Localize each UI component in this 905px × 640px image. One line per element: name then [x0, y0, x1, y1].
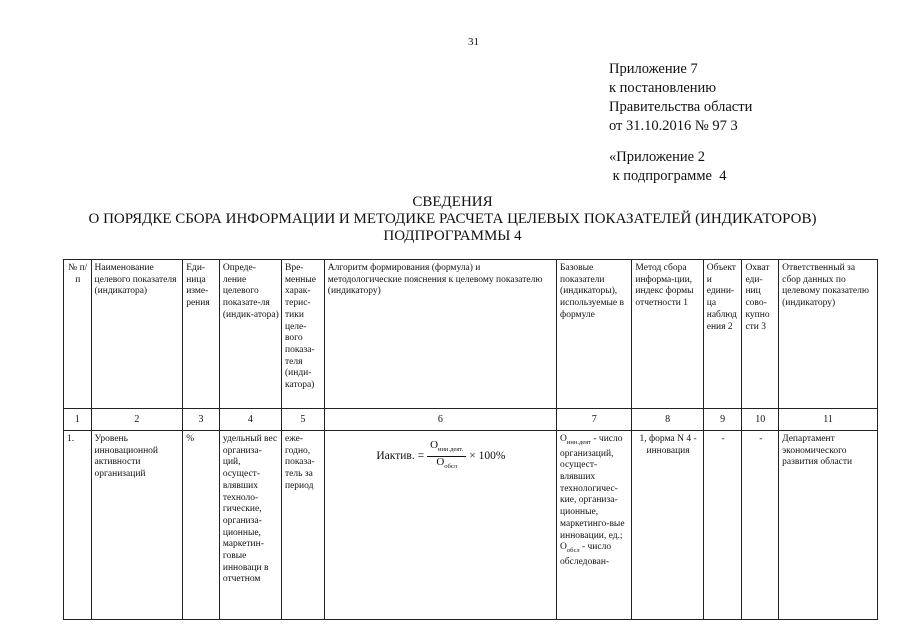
formula-denominator: $О_{обсл}$	[436, 455, 457, 471]
appendix-line: к постановлению	[609, 80, 717, 96]
indicator-table	[63, 259, 878, 620]
number-cell: 10	[742, 409, 779, 431]
method-cell: 1, форма N 4 - инновация	[632, 431, 703, 620]
header-cell: Алгоритм формирования (формула) и методологические пояснения к целевому показателю (индикатору)	[324, 260, 556, 409]
time-characteristics-cell: еже-годно, показа-тель за период	[282, 431, 325, 620]
appendix2-line: «Приложение 2	[609, 149, 705, 165]
formula	[328, 440, 554, 473]
appendix-block	[609, 60, 752, 136]
header-cell: Наименование целевого показателя (индикатора)	[91, 260, 183, 409]
number-cell: 8	[632, 409, 703, 431]
formula-cell	[324, 431, 556, 620]
indicator-name: Уровень инновационной активности организаций	[91, 431, 183, 620]
appendix2-block	[609, 148, 726, 186]
object-cell: -	[703, 431, 742, 620]
page-number: 31	[468, 36, 479, 48]
header-cell: Еди-ница изме-рения	[183, 260, 220, 409]
row-number: 1.	[64, 431, 92, 620]
unit-cell: %	[183, 431, 220, 620]
header-cell: Вре-менные харак-терис-тики целе-вого показа-теля (инди-катора)	[282, 260, 325, 409]
number-cell: 3	[183, 409, 220, 431]
header-cell: № п/п	[64, 260, 92, 409]
header-cell: Опреде-ление целевого показате-ля (индик-атора)	[219, 260, 281, 409]
formula-numerator: $О_{инн.деят.}$	[427, 440, 466, 457]
number-cell: 1	[64, 409, 92, 431]
number-cell: 11	[779, 409, 878, 431]
number-cell: 7	[557, 409, 632, 431]
table-number-row	[64, 409, 878, 431]
responsible-cell: Департамент экономического развития области	[779, 431, 878, 620]
number-cell: 5	[282, 409, 325, 431]
table-header-row	[64, 260, 878, 409]
table-row	[64, 431, 878, 620]
title-line-2: О ПОРЯДКЕ СБОРА ИНФОРМАЦИИ И МЕТОДИКЕ РАСЧЕТА ЦЕЛЕВЫХ ПОКАЗАТЕЛЕЙ (ИНДИКАТОРОВ)	[88, 211, 817, 227]
header-cell: Базовые показатели (индикаторы), используемые в формуле	[557, 260, 632, 409]
header-cell: Охват еди-ниц сово-купно сти 3	[742, 260, 779, 409]
header-cell: Метод сбора информа-ции, индекс формы отчетности 1	[632, 260, 703, 409]
appendix-line: Правительства области	[609, 99, 753, 115]
number-cell: 6	[324, 409, 556, 431]
base-indicators-cell: $О_{инн.деят}$ - число организаций, осущест-влявших технологичес-кие, организа-ционные, маркетинго-вые инновации, ед.; $О_{обсл}$ - число обследован-	[557, 431, 632, 620]
coverage-cell: -	[742, 431, 779, 620]
number-cell: 9	[703, 409, 742, 431]
appendix-line: от 31.10.2016 № 97 3	[609, 118, 738, 134]
formula-fraction	[427, 440, 466, 473]
header-cell: Ответственный за сбор данных по целевому показателю (индикатору)	[779, 260, 878, 409]
formula-lhs: Иактив. =	[376, 449, 425, 462]
title-line-3: ПОДПРОГРАММЫ 4	[383, 228, 522, 244]
appendix2-line: к подпрограмме 4	[609, 168, 727, 184]
definition-cell: удельный вес организа-ций, осущест-влявших техноло-гические, организа-ционные, маркетин-говые инноваци в отчетном	[219, 431, 281, 620]
formula-rhs: × 100%	[469, 449, 506, 462]
document-title	[0, 194, 905, 245]
number-cell: 2	[91, 409, 183, 431]
title-line-1: СВЕДЕНИЯ	[412, 194, 493, 210]
appendix-line: Приложение 7	[609, 61, 698, 77]
header-cell: Объект и едини-ца наблюд ения 2	[703, 260, 742, 409]
number-cell: 4	[219, 409, 281, 431]
